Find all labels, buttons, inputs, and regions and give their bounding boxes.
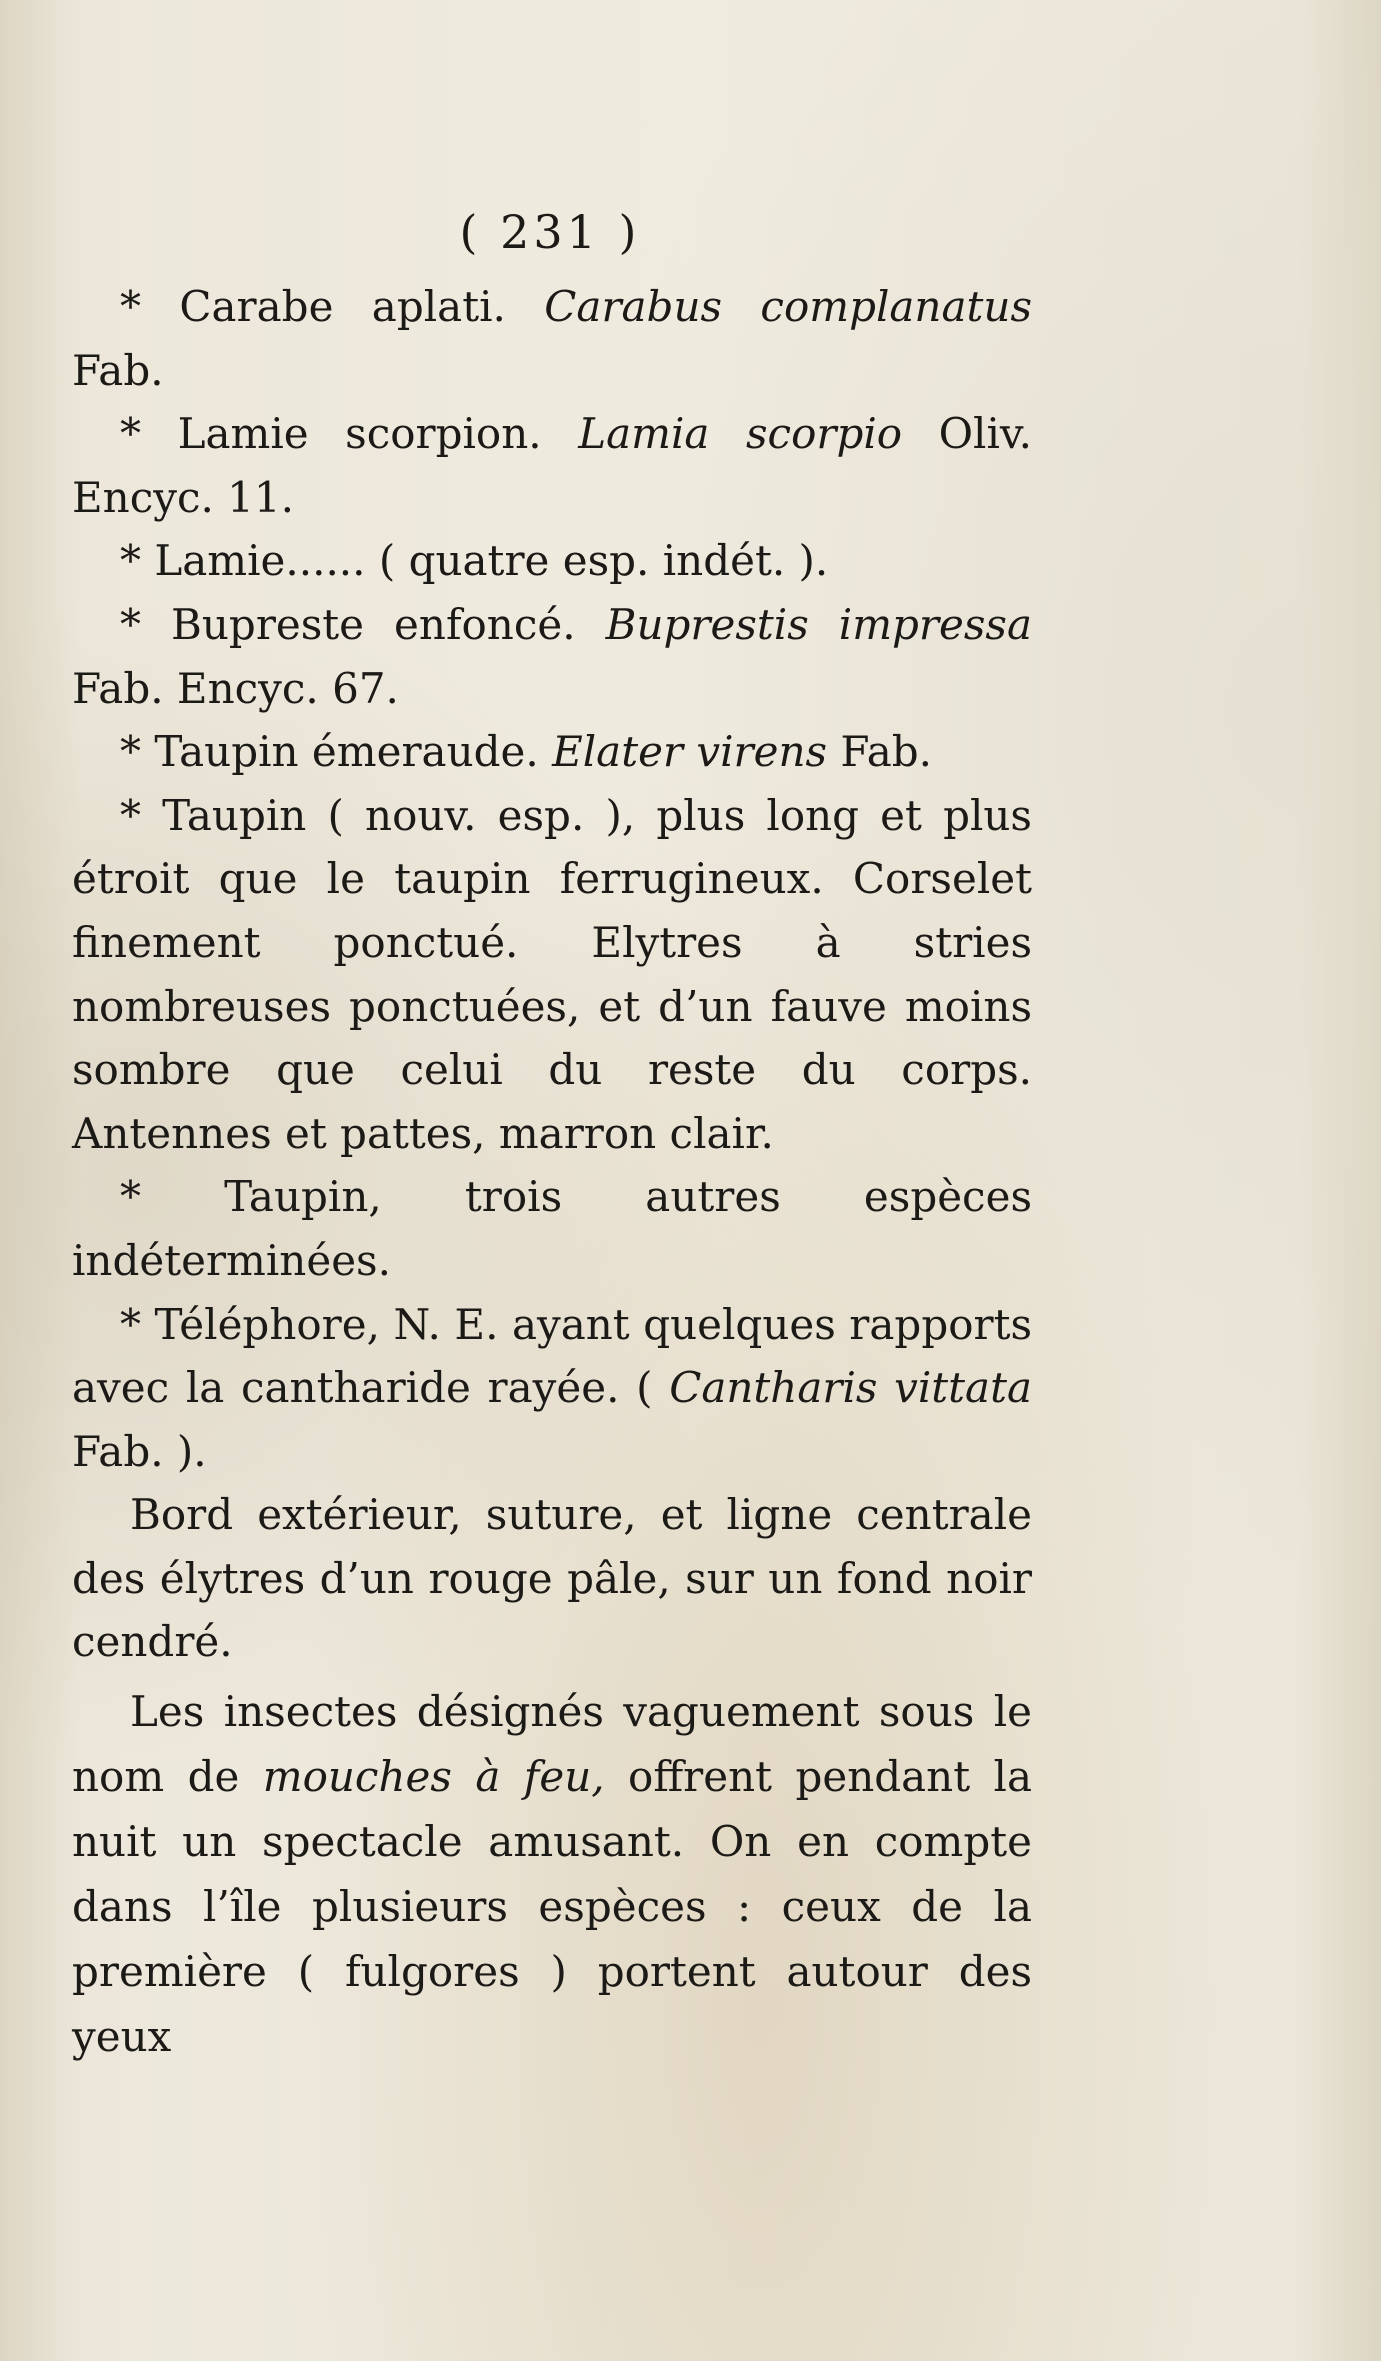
entry-text: Fab. ). (72, 1426, 207, 1476)
entry-bupreste-enfonce (72, 593, 1032, 720)
entry-text: * Taupin ( nouv. esp. ), plus long et plus étroit que le taupin ferrugineux. Corselet finement ponctué. Elytres à stries nombreuses ponctuées, et d’un fauve moins sombre que celui du reste du corps. Antennes et pattes, marron clair. (72, 790, 1032, 1158)
latin-name: Carabus complanatus (544, 282, 1032, 331)
entry-telephore (72, 1293, 1032, 1484)
entry-text: Fab. Encyc. 67. (72, 663, 399, 713)
entry-text: * Carabe aplati. (120, 282, 545, 331)
latin-name: Lamia scorpio (578, 409, 903, 459)
entry-taupin-emeraude (72, 720, 1032, 784)
entry-text: * Taupin émeraude. (120, 727, 553, 777)
entry-taupin-nouvelle-espece (72, 784, 1032, 1166)
entry-text: Fab. (72, 345, 164, 395)
latin-name: Cantharis vittata (669, 1363, 1033, 1413)
entry-taupin-trois-especes (72, 1165, 1032, 1292)
latin-name: Buprestis impressa (605, 599, 1032, 649)
entry-text: * Lamie scorpion. (120, 409, 579, 459)
entry-text: * Lamie...... ( quatre esp. indét. ). (120, 536, 829, 586)
entry-lamie (72, 529, 1032, 593)
entry-text: * Bupreste enfoncé. (120, 599, 606, 649)
paragraph-fireflies (72, 1679, 1032, 2069)
italic-term: mouches à feu, (262, 1752, 605, 1802)
page-number: ( 231 ) (459, 205, 641, 259)
entry-text: Fab. (827, 727, 932, 777)
entry-carabe-aplati (72, 275, 1032, 402)
entry-text: * Téléphore, N. E. ayant quelques rapports avec la cantharide rayée. ( (72, 1299, 1032, 1413)
paragraph-text: offrent pendant la nuit un spectacle amusant. On en compte dans l’île plusieurs espèces : ceux de la première ( fulgores ) portent autour des yeux (72, 1752, 1032, 2062)
paragraph-text: Bord extérieur, suture, et ligne centrale des élytres d’un rouge pâle, sur un fond noir cendré. (72, 1490, 1032, 1667)
entry-text: * Taupin, trois autres espèces indéterminées. (72, 1172, 1032, 1285)
paragraph-description (72, 1483, 1032, 1674)
latin-name: Elater virens (552, 727, 828, 777)
entry-lamie-scorpion (72, 402, 1032, 529)
paragraph-text: Les insectes désignés vaguement sous le nom de (72, 1687, 1032, 1802)
page-body (72, 275, 1032, 2069)
entry-text: Oliv. Encyc. 11. (72, 409, 1033, 522)
